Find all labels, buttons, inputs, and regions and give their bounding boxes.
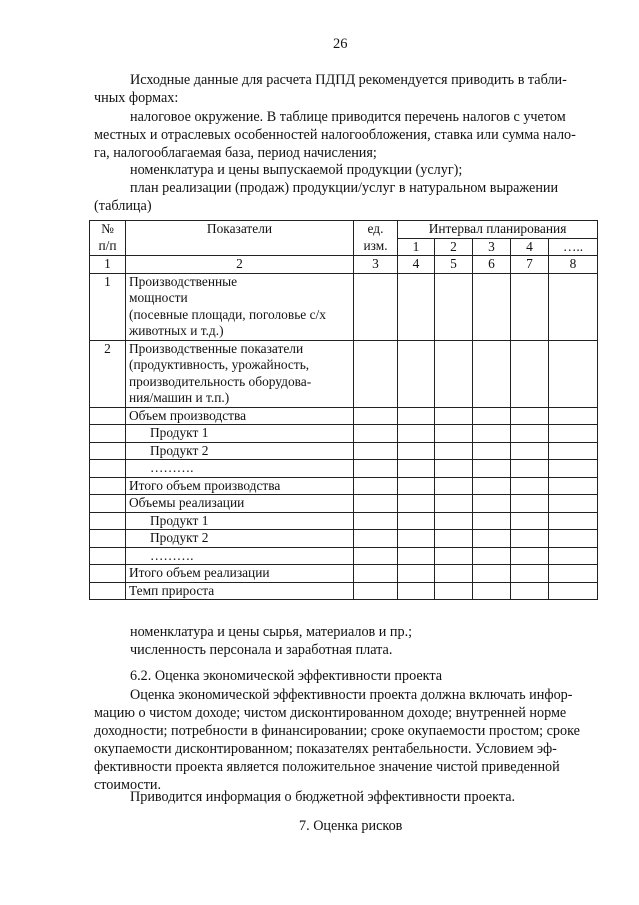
value-cell [354,477,398,495]
indicator-cell [126,407,354,425]
value-cell [354,460,398,478]
value-cell [549,425,598,443]
value-cell [549,547,598,565]
indicator-cell [126,273,354,340]
paragraph-line: мацию о чистом доходе; чистом дисконтированном доходе; внутренней норме [94,705,567,721]
value-cell [473,407,511,425]
table-row [90,273,598,340]
indicator-text: Продукт 1 [150,425,209,440]
sales-plan-line: (таблица) [94,198,152,214]
value-cell [354,340,398,407]
indicator-cell [126,340,354,407]
value-cell [354,565,398,583]
value-cell [473,477,511,495]
value-cell [549,530,598,548]
value-cell [473,530,511,548]
value-cell [354,442,398,460]
value-cell [473,273,511,340]
table-row [90,547,598,565]
row-number [90,565,126,583]
indicator-text: Производственные показатели [129,340,304,356]
section-7-title: 7. Оценка рисков [299,818,403,834]
page-number: 26 [333,36,348,52]
indicator-text: Продукт 1 [150,512,209,528]
indicator-text: ………. [150,547,194,563]
indicator-cell [126,547,354,565]
value-cell [398,477,435,495]
value-cell [398,547,435,565]
tax-environment-line: га, налогооблагаемая база, период начисления; [94,145,377,161]
value-cell [549,565,598,583]
value-cell [473,547,511,565]
value-cell [511,512,549,530]
value-cell [511,273,549,340]
value-cell [354,530,398,548]
value-cell [511,495,549,513]
value-cell [549,442,598,460]
column-number: 7 [511,256,549,274]
materials-line: номенклатура и цены сырья, материалов и пр.; [130,624,413,640]
value-cell [511,547,549,565]
indicator-text: ………. [150,460,194,475]
indicator-cell [126,530,354,548]
value-cell [549,495,598,513]
staff-line: численность персонала и заработная плата. [130,642,393,658]
budget-efficiency-line: Приводится информация о бюджетной эффективности проекта. [130,789,516,805]
indicator-text: Объем производства [129,407,247,423]
value-cell [398,530,435,548]
value-cell [549,340,598,407]
value-cell [354,407,398,425]
table-row [90,495,598,513]
indicator-cell [126,477,354,495]
period-header: ….. [549,238,598,256]
value-cell [435,582,473,600]
table-row [90,340,598,407]
column-number: 1 [90,256,126,274]
num-header: п/п [98,237,117,253]
value-cell [549,273,598,340]
value-cell [354,547,398,565]
value-cell [549,407,598,425]
value-cell [435,442,473,460]
indicator-text: Продукт 2 [150,442,209,458]
value-cell [473,512,511,530]
value-cell [398,442,435,460]
value-cell [398,512,435,530]
unit-header: ед. [367,221,384,236]
table-row [90,460,598,478]
unit-header-cell [354,221,398,256]
indicator-text: Продукт 2 [150,530,209,545]
value-cell [511,340,549,407]
row-number [90,582,126,600]
row-number [90,407,126,425]
value-cell [354,273,398,340]
table-row [90,407,598,425]
table-header-row [90,221,598,239]
tax-environment-line: местных и отраслевых особенностей налогообложения, ставка или сумма нало- [94,127,576,143]
indicator-text: Производственные [129,273,238,289]
indicator-text: Итого объем реализации [129,565,270,580]
indicator-cell [126,565,354,583]
column-number: 2 [126,256,354,274]
indicator-text: животных и т.д.) [129,323,224,338]
period-header: 2 [435,238,473,256]
value-cell [549,512,598,530]
num-header: № [101,221,114,236]
indicator-text: (посевные площади, поголовье с/х [129,306,326,322]
value-cell [398,495,435,513]
row-number [90,547,126,565]
row-number: 2 [90,340,126,407]
value-cell [511,582,549,600]
value-cell [435,425,473,443]
indicator-text: Итого объем производства [129,477,281,493]
paragraph-line: фективности проекта является положительное значение чистой приведенной [94,759,560,775]
period-header: 1 [398,238,435,256]
tax-environment-line: налоговое окружение. В таблице приводится перечень налогов с учетом [130,109,566,125]
indicator-cell [126,425,354,443]
num-header-cell [90,221,126,256]
column-number: 3 [354,256,398,274]
sales-plan-line: план реализации (продаж) продукции/услуг в натуральном выражении [130,180,559,196]
indicator-cell [126,512,354,530]
products-nomenclature-line: номенклатура и цены выпускаемой продукции (услуг); [130,162,463,178]
table-row [90,565,598,583]
row-number [90,425,126,443]
value-cell [549,582,598,600]
value-cell [511,460,549,478]
value-cell [435,495,473,513]
paragraph-line: Оценка экономической эффективности проекта должна включать инфор- [130,687,573,703]
period-header: 4 [511,238,549,256]
unit-header: изм. [363,237,388,253]
value-cell [511,565,549,583]
paragraph-line: доходности; потребности в финансировании; сроке окупаемости простом; сроке [94,723,580,739]
value-cell [354,512,398,530]
value-cell [435,273,473,340]
value-cell [435,565,473,583]
row-number [90,495,126,513]
table-row [90,582,598,600]
indicator-text: (продуктивность, урожайность, [129,357,310,372]
value-cell [549,460,598,478]
value-cell [398,425,435,443]
indicator-text: Темп прироста [129,582,215,598]
value-cell [435,460,473,478]
indicator-text: мощности [129,290,188,305]
section-title: 6.2. Оценка экономической эффективности проекта [130,668,443,684]
value-cell [398,565,435,583]
value-cell [354,582,398,600]
column-number: 4 [398,256,435,274]
row-number: 1 [90,273,126,340]
value-cell [354,425,398,443]
value-cell [473,582,511,600]
indicator-cell [126,582,354,600]
row-number [90,477,126,495]
column-number: 8 [549,256,598,274]
row-number [90,512,126,530]
intro-line: Исходные данные для расчета ПДПД рекомендуется приводить в табли- [130,72,567,88]
value-cell [435,477,473,495]
value-cell [473,495,511,513]
value-cell [511,425,549,443]
row-number [90,460,126,478]
value-cell [473,460,511,478]
value-cell [473,565,511,583]
value-cell [398,273,435,340]
table-row [90,530,598,548]
indicators-header: Показатели [126,221,354,256]
value-cell [549,477,598,495]
table-row [90,425,598,443]
paragraph-line: стоимости. [94,777,162,793]
planning-table [89,220,598,600]
indicator-text: производительность оборудова- [129,373,312,389]
value-cell [398,582,435,600]
row-number [90,530,126,548]
value-cell [435,407,473,425]
value-cell [473,340,511,407]
table-row [90,512,598,530]
value-cell [511,477,549,495]
indicator-text: Объемы реализации [129,495,245,510]
value-cell [354,495,398,513]
value-cell [435,547,473,565]
interval-header: Интервал планирования [398,221,598,239]
value-cell [435,340,473,407]
table-row [90,477,598,495]
value-cell [435,530,473,548]
period-header: 3 [473,238,511,256]
row-number [90,442,126,460]
indicator-text: ния/машин и т.п.) [129,390,230,405]
column-numbers-row [90,256,598,274]
value-cell [511,407,549,425]
indicator-cell [126,460,354,478]
column-number: 6 [473,256,511,274]
value-cell [473,442,511,460]
value-cell [398,460,435,478]
paragraph-line: окупаемости дисконтированном; показателях рентабельности. Условием эф- [94,741,557,757]
indicator-cell [126,495,354,513]
value-cell [398,407,435,425]
value-cell [511,442,549,460]
value-cell [398,340,435,407]
value-cell [435,512,473,530]
value-cell [511,530,549,548]
indicator-cell [126,442,354,460]
table-row [90,442,598,460]
intro-line: чных формах: [94,90,179,106]
value-cell [473,425,511,443]
column-number: 5 [435,256,473,274]
